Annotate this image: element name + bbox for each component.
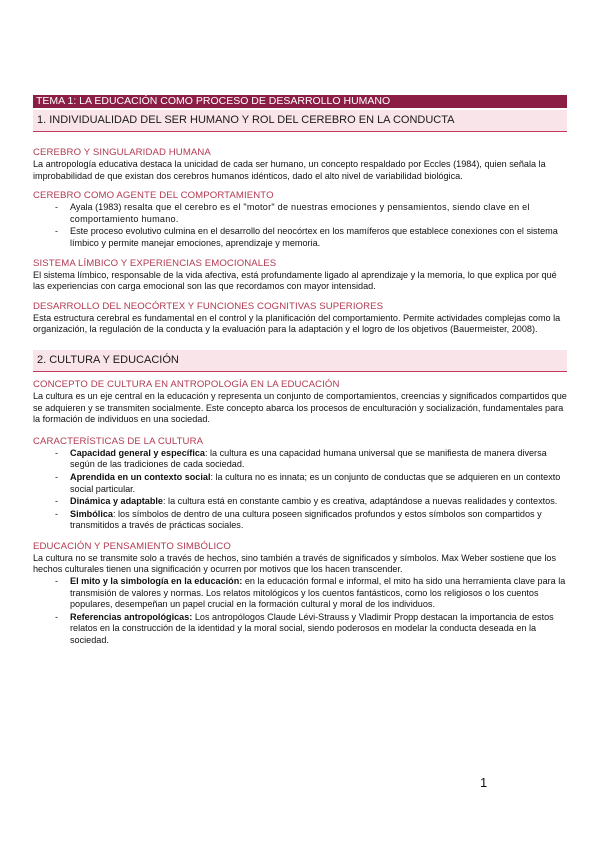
dash-bullet: - bbox=[55, 508, 59, 519]
page-number: 1 bbox=[480, 775, 488, 790]
dash-bullet: - bbox=[55, 576, 59, 587]
subsection-cerebro-agente bbox=[33, 190, 567, 249]
list-item-text: : la cultura no es innata; es un conjunto de conductas que se adquieren en un contexto social particular. bbox=[70, 471, 561, 494]
subsection-heading: CEREBRO COMO AGENTE DEL COMPORTAMIENTO bbox=[33, 190, 274, 202]
subsection-heading: EDUCACIÓN Y PENSAMIENTO SIMBÓLICO bbox=[33, 540, 231, 552]
section-1-title: 1. INDIVIDUALIDAD DEL SER HUMANO Y ROL DEL CEREBRO EN LA CONDUCTA bbox=[33, 110, 567, 132]
subsection-pensamiento-simbolico bbox=[33, 541, 567, 647]
subsection-heading: SISTEMA LÍMBICO Y EXPERIENCIAS EMOCIONALES bbox=[33, 257, 277, 269]
list-item-term: Simbólica bbox=[70, 508, 113, 519]
list-item-term: El mito y la simbología en la educación: bbox=[70, 576, 243, 587]
dash-bullet: - bbox=[55, 226, 59, 237]
bullet-list bbox=[33, 202, 567, 249]
subsection-sistema-limbico bbox=[33, 258, 567, 293]
list-item-text: : la cultura es una capacidad humana universal que se manifiesta de manera diversa según de las tradiciones de cada sociedad. bbox=[70, 447, 547, 470]
paragraph: La cultura es un eje central en la educación y representa un conjunto de comportamientos, creencias y significados compartidos que se adquieren y se transmiten socialmente. Este concepto abarca los procesos de enculturación y socialización, fundamentales para la formación de individuos en una sociedad. bbox=[33, 390, 567, 425]
dash-bullet: - bbox=[55, 611, 59, 622]
page-content bbox=[33, 95, 567, 648]
list-item bbox=[33, 576, 567, 611]
list-item-term: Aprendida en un contexto social bbox=[70, 471, 211, 482]
list-item-text: Ayala (1983) bbox=[70, 202, 124, 213]
list-item-text: Los antropólogos Claude Lévi-Strauss y Vladimir Propp destacan la importancia de estos relatos en la construcción de la identidad y la moral social, siendo poderosos en modelar la conducta deseada en la sociedad. bbox=[70, 611, 554, 646]
subsection-heading: CEREBRO Y SINGULARIDAD HUMANA bbox=[33, 147, 211, 158]
list-item-term: Capacidad general y específica bbox=[70, 447, 205, 458]
list-item-text: resalta que el cerebro es el "motor" de nuestras emociones y pensamientos, siendo clave en el comportamiento humano. bbox=[70, 202, 530, 224]
bullet-list bbox=[33, 448, 567, 532]
list-item-text: : la cultura está en constante cambio y es creativa, adaptándose a nuevas realidades y contextos. bbox=[163, 496, 558, 507]
list-item-term: Dinámica y adaptable bbox=[70, 496, 163, 507]
paragraph: La cultura no se transmite solo a través de hechos, sino también a través de significados y símbolos. Max Weber sostiene que los hechos culturales tienen una significación y ocurren por motivos que los hacen transcender. bbox=[33, 552, 556, 575]
subsection-cerebro-singularidad bbox=[33, 147, 567, 182]
list-item bbox=[33, 448, 567, 471]
topic-title-band: TEMA 1: LA EDUCACIÓN COMO PROCESO DE DESARROLLO HUMANO bbox=[33, 95, 567, 108]
dash-bullet: - bbox=[55, 496, 59, 507]
dash-bullet: - bbox=[55, 471, 59, 482]
subsection-heading: DESARROLLO DEL NEOCÓRTEX Y FUNCIONES COGNITIVAS SUPERIORES bbox=[33, 300, 384, 312]
dash-bullet: - bbox=[55, 447, 59, 458]
list-item bbox=[33, 472, 567, 495]
subsection-heading: CONCEPTO DE CULTURA EN ANTROPOLOGÍA EN LA EDUCACIÓN bbox=[33, 378, 340, 390]
subsection-concepto-cultura bbox=[33, 379, 567, 426]
list-item-text: Este proceso evolutivo culmina en el desarrollo del neocórtex en los mamíferos que establece conexiones con el sistema límbico y permite manejar emociones, aprendizaje y memoria. bbox=[70, 226, 558, 248]
paragraph: La antropología educativa destaca la unicidad de cada ser humano, un concepto respaldado por Eccles (1984), quien señala la improbabilidad de que existan dos cerebros humanos idénticos, dado el alto nivel de variabilidad biológica. bbox=[33, 159, 546, 181]
subsection-caracteristicas bbox=[33, 436, 567, 532]
list-item-term: Referencias antropológicas: bbox=[70, 611, 193, 622]
list-item-text: en la educación formal e informal, el mito ha sido una herramienta clave para la transmisión de valores y normas. Los relatos mitológicos y los cuentos fantásticos, como los religiosos o los cuentos populares, desempeñan un papel crucial en la formación cultural y moral de los individuos. bbox=[70, 576, 566, 610]
bullet-list bbox=[33, 576, 567, 647]
list-item bbox=[33, 226, 567, 249]
list-item bbox=[33, 612, 567, 647]
subsection-neocortex bbox=[33, 301, 567, 336]
paragraph: El sistema límbico, responsable de la vida afectiva, está profundamente ligado al aprendizaje y la memoria, lo que explica por qué las experiencias con carga emocional son las que recordamos con mayor intensidad. bbox=[33, 269, 557, 292]
list-item bbox=[33, 509, 567, 532]
section-2-title: 2. CULTURA Y EDUCACIÓN bbox=[33, 350, 567, 372]
list-item-text: : los símbolos de dentro de una cultura poseen significados profundos y estos símbolos son compartidos y transmitidos a través de prácticas sociales. bbox=[70, 508, 542, 531]
list-item bbox=[33, 202, 567, 225]
subsection-heading: CARACTERÍSTICAS DE LA CULTURA bbox=[33, 435, 204, 447]
paragraph: Esta estructura cerebral es fundamental en el control y la planificación del comportamiento. Permite actividades complejas como la organización, la regulación de la conducta y la evaluación para la adaptación y el logro de los objetivos (Bauermeister, 2008). bbox=[33, 312, 561, 335]
dash-bullet: - bbox=[55, 202, 59, 213]
list-item bbox=[33, 496, 567, 508]
